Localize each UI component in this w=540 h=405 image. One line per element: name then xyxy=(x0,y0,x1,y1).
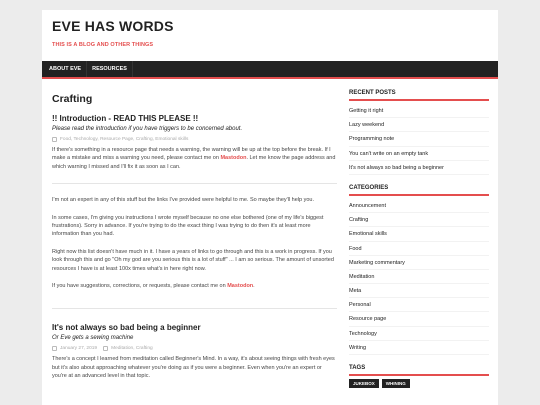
site-header xyxy=(42,10,498,61)
mastodon-link[interactable]: Mastodon xyxy=(227,283,254,290)
widget-title: RECENT POSTS xyxy=(349,90,489,101)
post-categories[interactable]: Meditation, Crafting xyxy=(111,346,153,352)
post xyxy=(52,323,337,380)
category-link[interactable]: Meditation xyxy=(349,270,489,284)
page-title: Crafting xyxy=(52,93,93,105)
divider xyxy=(52,308,337,309)
mastodon-link[interactable]: Mastodon xyxy=(220,155,247,162)
post-subtitle: Or Eve gets a sewing machine xyxy=(52,335,134,342)
category-link[interactable]: Emotional skills xyxy=(349,227,489,241)
site-description: THIS IS A BLOG AND OTHER THINGS xyxy=(52,42,154,48)
tag-jukebox[interactable]: JUKEBOX xyxy=(349,379,379,388)
folder-icon xyxy=(103,346,108,351)
post-paragraph: There's a concept I learned from meditation called Beginner's Mind. In a way, it's about seeing things with fresh eyes but it's also about approaching whatever you're doing as if you were a beginner. Even when you're an expert or you're at an advanced level in that topic. xyxy=(52,356,335,380)
post-subtitle: Please read the introduction if you have triggers to be concerned about. xyxy=(52,126,243,132)
recent-post-link[interactable]: You can't write on an empty tank xyxy=(349,147,489,161)
folder-icon xyxy=(52,137,57,142)
post-paragraph: Right now this list doesn't have much in it. I have a years of links to go through and this is a work in progress. If you look through this and go "Oh my god are you serious this is a lot of stuff" ... I am so serious. The amount of unsorted resources I have is at least 100x times what's in here right now. xyxy=(52,248,334,272)
nav-item-about-eve[interactable]: ABOUT EVE xyxy=(44,61,87,77)
recent-post-link[interactable]: Getting it right xyxy=(349,104,489,118)
recent-posts-widget xyxy=(349,90,489,175)
category-link[interactable]: Food xyxy=(349,242,489,256)
category-link[interactable]: Resource page xyxy=(349,312,489,326)
category-link[interactable]: Technology xyxy=(349,327,489,341)
category-link[interactable]: Writing xyxy=(349,341,489,355)
nav-item-resources[interactable]: RESOURCES xyxy=(87,61,133,77)
post-title[interactable]: !! Introduction - READ THIS PLEASE !! xyxy=(52,114,199,123)
post-categories[interactable]: Food, Technology, Resource Page, Crafting, Emotional skills xyxy=(60,137,189,142)
widget-title: TAGS xyxy=(349,365,489,376)
main-content xyxy=(52,90,337,381)
post-meta xyxy=(52,346,337,351)
site-title[interactable]: EVE HAS WORDS xyxy=(52,18,174,34)
widget-title: CATEGORIES xyxy=(349,185,489,196)
post-paragraph: If there's something in a resource page that needs a warning, the warning will be up at the top before the break. If I make a mistake and miss a warning you need, please contact me on Mastodon. Let me know the page address and which warning I missed and I'll fix it as soon as I can. xyxy=(52,147,336,170)
recent-post-link[interactable]: It's not always so bad being a beginner xyxy=(349,161,489,175)
tags-widget xyxy=(349,365,489,388)
page-container xyxy=(42,10,498,405)
main-nav xyxy=(42,61,498,79)
tag-list xyxy=(349,379,489,388)
post-paragraph: If you have suggestions, corrections, or requests, please contact me on Mastodon. xyxy=(52,283,255,290)
category-link[interactable]: Crafting xyxy=(349,213,489,227)
category-link[interactable]: Meta xyxy=(349,284,489,298)
calendar-icon xyxy=(52,346,57,351)
categories-widget xyxy=(349,185,489,355)
post-date[interactable]: January 27, 2019 xyxy=(60,346,98,352)
post-paragraph: In some cases, I'm giving you instructions I wrote myself because no one else bothered (one of my life's biggest frustrations). Sorry in advance. If you're trying to do the exact thing I was trying to do then it's at least more information than you had. xyxy=(52,214,324,238)
recent-post-link[interactable]: Programming note xyxy=(349,132,489,146)
post-paragraph: I'm not an expert in any of this stuff but the links I've provided were helpful to me. So maybe they'll help you. xyxy=(52,197,314,204)
category-link[interactable]: Marketing commentary xyxy=(349,256,489,270)
category-link[interactable]: Personal xyxy=(349,298,489,312)
sidebar xyxy=(349,90,489,398)
post-title[interactable]: It's not always so bad being a beginner xyxy=(52,323,201,333)
post xyxy=(52,114,337,290)
category-link[interactable]: Announcement xyxy=(349,199,489,213)
tag-whining[interactable]: WHINING xyxy=(382,379,410,388)
post-meta xyxy=(52,137,337,142)
divider xyxy=(52,183,337,184)
recent-post-link[interactable]: Lazy weekend xyxy=(349,118,489,132)
